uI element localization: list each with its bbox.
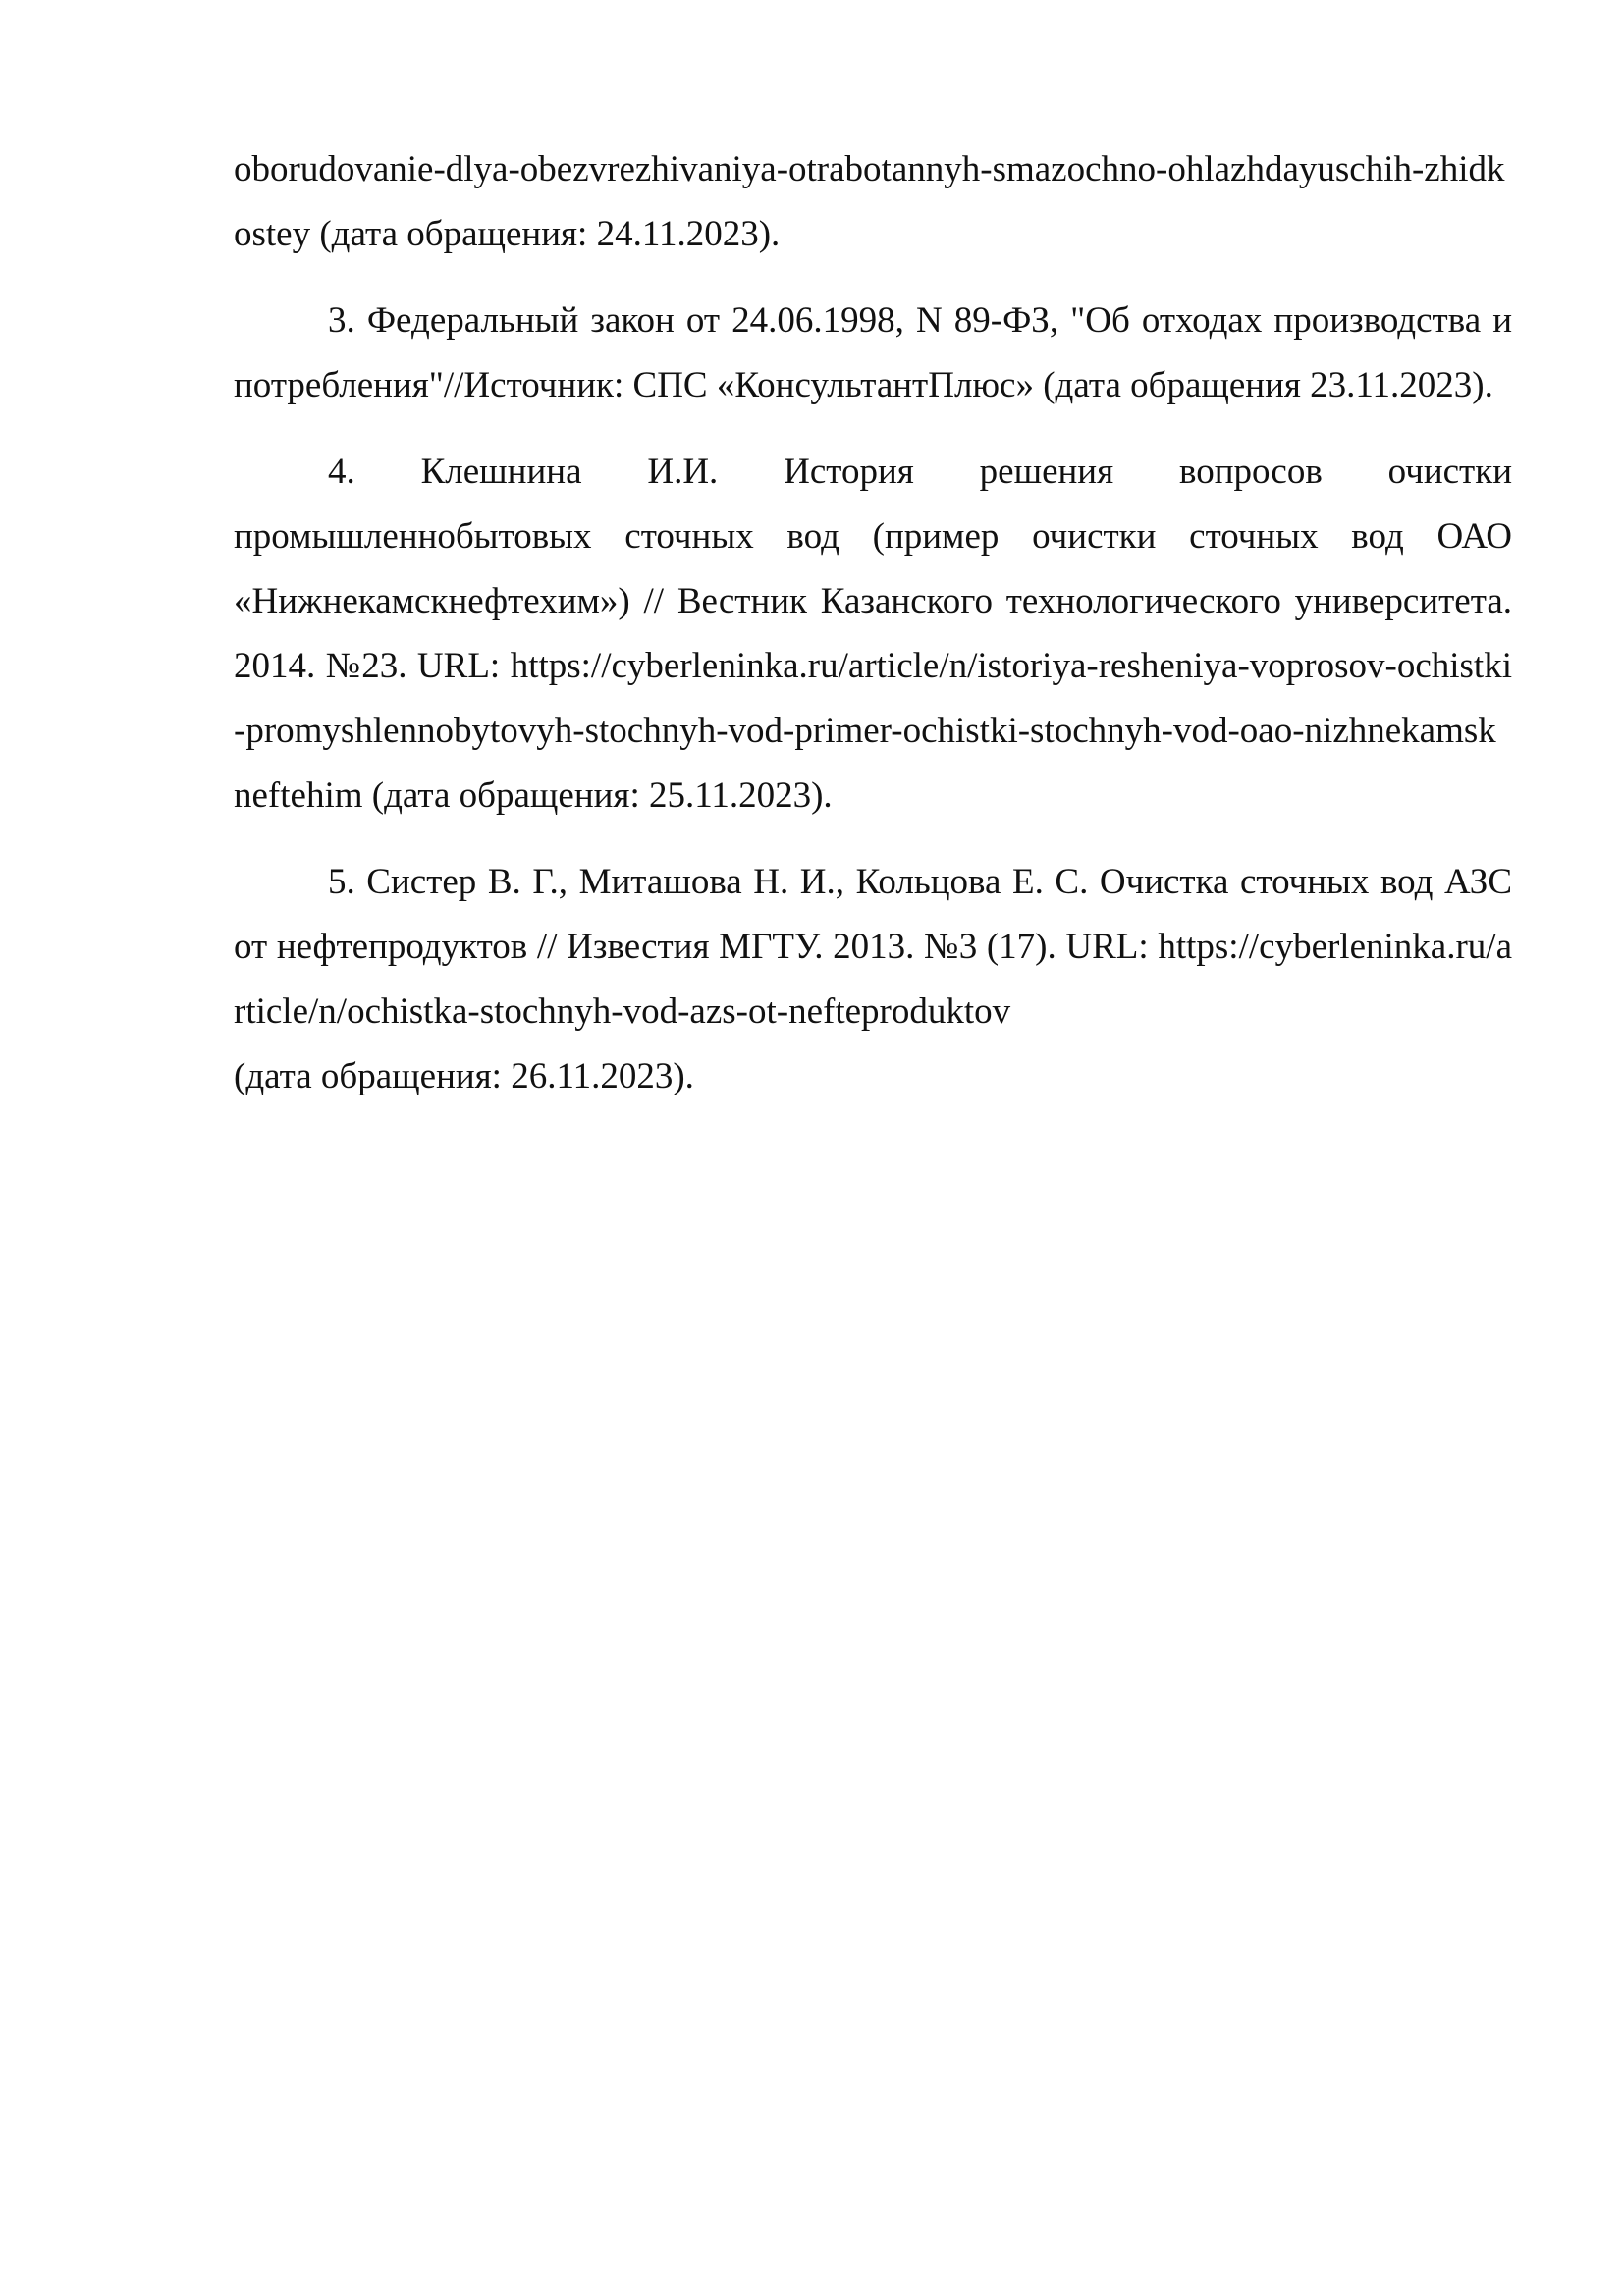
reference-text: 5. Систер В. Г., Миташова Н. И., Кольцова Е. С. Очистка сточных вод АЗС от нефтепродуктов // Известия МГТУ. 2013. №3 (17). URL:	[234, 862, 1512, 967]
reference-continuation	[234, 137, 1512, 267]
reference-url[interactable]: oborudovanie-dlya-obezvrezhivaniya-otrabotannyh-smazochno-ohlazhdayuschih-zhidkostey	[234, 149, 1505, 254]
reference-text: 3. Федеральный закон от 24.06.1998, N 89-ФЗ, "Об отходах производства и потребления"//Источник: СПС «КонсультантПлюс» (дата обращения 23.11.2023).	[234, 300, 1512, 405]
reference-list	[234, 137, 1512, 1131]
reference-url[interactable]: https://cyberleninka.ru/article/n/ochistka-stochnyh-vod-azs-ot-nefteproduktov	[234, 927, 1512, 1032]
reference-text: 4. Клешнина И.И. История решения вопросов очистки промышленнобытовых сточных вод (пример очистки сточных вод ОАО «Нижнекамскнефтехим») // Вестник Казанского технологического университета. 2014. №23. URL:	[234, 452, 1512, 686]
reference-item-3	[234, 289, 1512, 418]
reference-item-4	[234, 440, 1512, 828]
reference-access-date: (дата обращения: 24.11.2023).	[310, 214, 781, 254]
reference-url[interactable]: https://cyberleninka.ru/article/n/istoriya-resheniya-voprosov-ochistki-promyshlennobytovyh-stochnyh-vod-primer-ochistki-stochnyh-vod-oao-nizhnekamskneftehim	[234, 646, 1512, 816]
reference-access-date: (дата обращения: 26.11.2023).	[234, 1056, 694, 1096]
reference-item-5	[234, 850, 1512, 1109]
reference-access-date: (дата обращения: 25.11.2023).	[362, 775, 833, 816]
